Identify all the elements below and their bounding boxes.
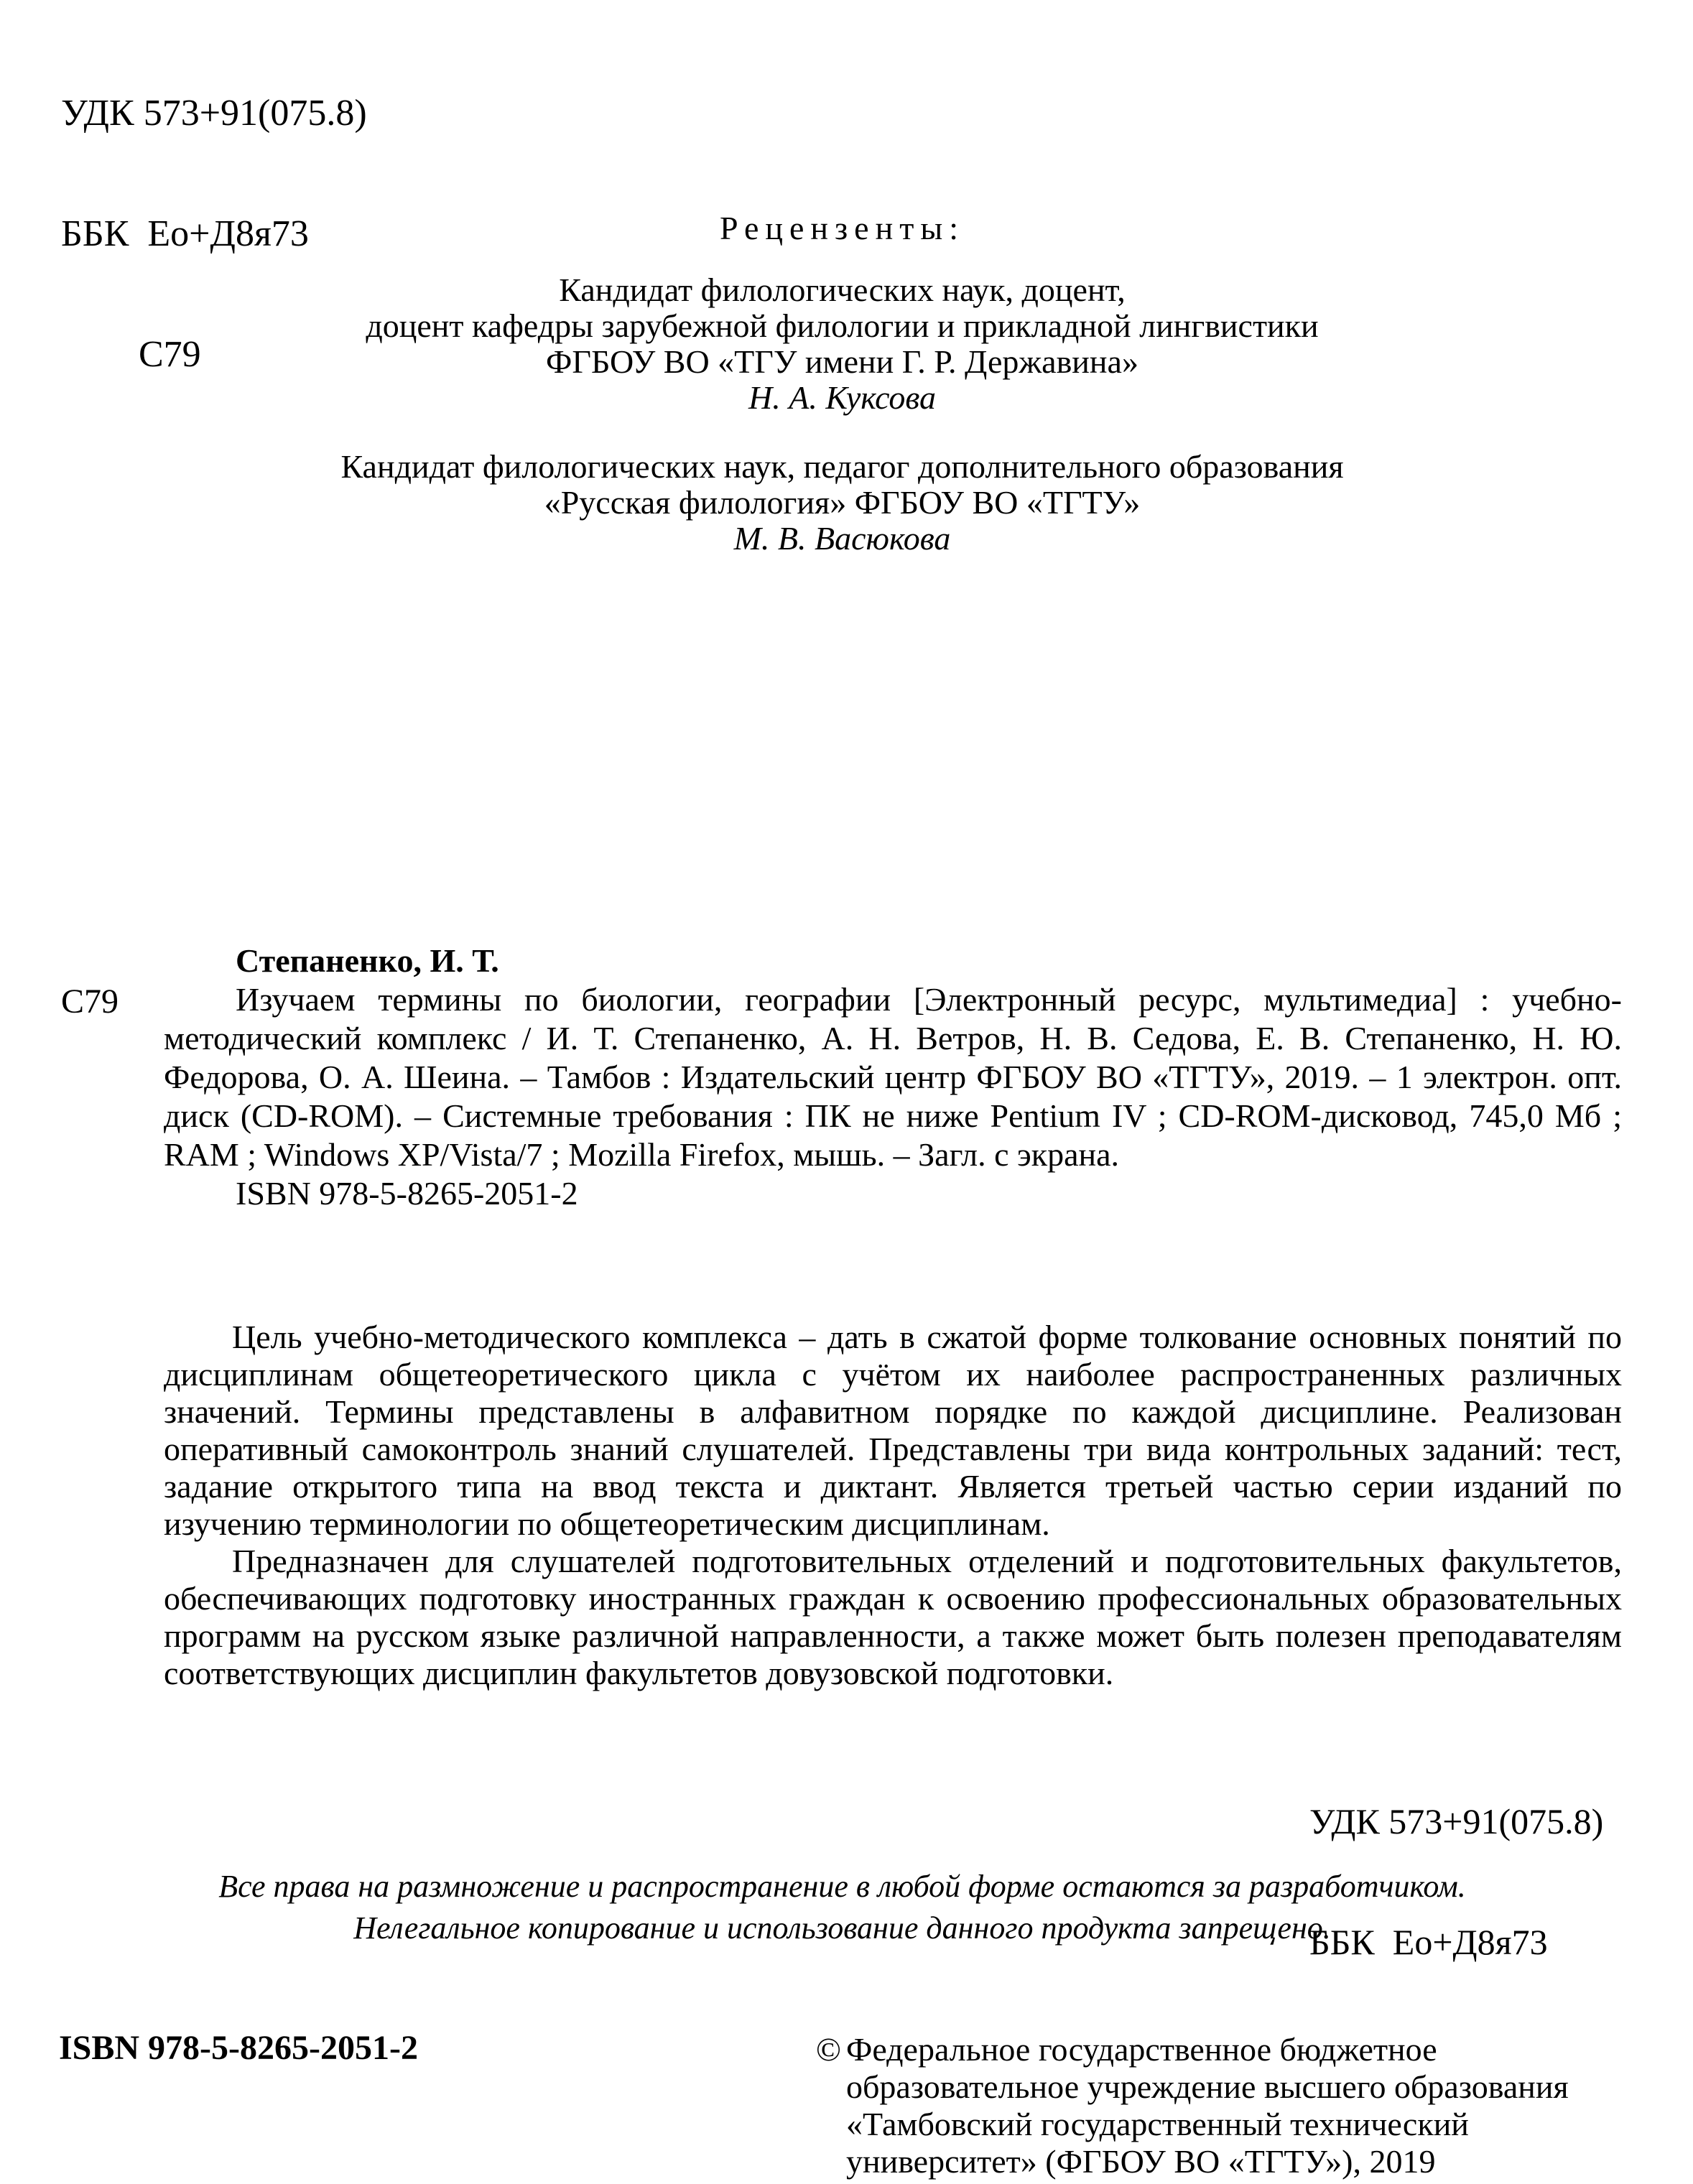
- copyright-line-2: образовательное учреждение высшего образования: [846, 2068, 1569, 2105]
- annotation-section: [164, 1319, 1622, 1692]
- udk-code-bottom: УДК 573+91(075.8): [1309, 1801, 1604, 1841]
- reviewer-first-position: доцент кафедры зарубежной филологии и прикладной лингвистики: [366, 307, 1319, 344]
- annotation-paragraph-goal: Цель учебно-методического комплекса – дать в сжатой форме толкование основных понятий по дисциплинам общетеоретического цикла с учётом их наиболее распространенных различных значений. Термины представлены в алфавитном порядке по каждой дисциплине. Реализован оперативный самоконтроль знаний слушателей. Представлены три вида контрольных заданий: тест, задание открытого типа на ввод текста и диктант. Является третьей частью серии изданий по изучению терминологии по общетеоретическим дисциплинам.: [164, 1319, 1622, 1542]
- reviewer-second-degree: Кандидат филологических наук, педагог дополнительного образования: [340, 448, 1344, 485]
- author-mark-top: С79: [139, 334, 201, 375]
- footer-isbn: ISBN 978-5-8265-2051-2: [59, 2029, 418, 2067]
- reviewer-second-name: М. В. Васюкова: [733, 520, 951, 557]
- reviewer-first-degree: Кандидат филологических наук, доцент,: [559, 271, 1126, 308]
- copyright-line-3: «Тамбовский государственный технический: [846, 2106, 1469, 2142]
- rights-notice-line1: Все права на размножение и распространение в любой форме остаются за разработчиком.: [218, 1869, 1466, 1904]
- author-mark-entry: С79: [61, 982, 119, 1021]
- copyright-symbol: ©: [816, 2031, 841, 2068]
- annotation-paragraph-audience: Предназначен для слушателей подготовительных отделений и подготовительных факультетов, обеспечивающих подготовку иностранных граждан к освоению профессиональных образовательных программ на русском языке различной направленности, а также может быть полезен преподавателям соответствующих дисциплин факультетов довузовской подготовки.: [164, 1543, 1622, 1691]
- rights-notice: [61, 1866, 1623, 1949]
- copyright-holder-line1: Федеральное государственное бюджетное: [846, 2031, 1437, 2068]
- copyright-line-1: [816, 2031, 1636, 2068]
- reviewer-second-affiliation: «Русская филология» ФГБОУ ВО «ТГТУ»: [544, 484, 1141, 521]
- rights-notice-line2: Нелегальное копирование и использование данного продукта запрещено.: [353, 1910, 1331, 1946]
- udk-code-top: УДК 573+91(075.8): [61, 93, 367, 134]
- reviewer-first-name: Н. А. Куксова: [748, 379, 936, 416]
- reviewer-first: [61, 272, 1623, 416]
- reviewers-heading: Рецензенты:: [719, 210, 965, 246]
- reviewer-second: [61, 449, 1623, 557]
- copyright-line-4: университет» (ФГБОУ ВО «ТГТУ»), 2019: [846, 2143, 1436, 2180]
- copyright-block: [816, 2031, 1636, 2180]
- bbk-code-bottom: ББК Ео+Д8я73: [1309, 1922, 1548, 1962]
- catalog-entry-author: Степаненко, И. Т.: [236, 942, 499, 979]
- catalog-entry: [164, 942, 1622, 1213]
- catalog-entry-description: Изучаем термины по биологии, географии [Электронный ресурс, мультимедиа] : учебно-методический комплекс / И. Т. Степаненко, А. Н. Ветров, Н. В. Седова, Е. В. Степаненко, Н. Ю. Федорова, О. А. Шеина. – Тамбов : Издательский центр ФГБОУ ВО «ТГТУ», 2019. – 1 электрон. опт. диск (CD-ROM). – Системные требования : ПК не ниже Pentium IV ; CD-ROM-дисковод, 745,0 Мб ; RAM ; Windows XP/Vista/7 ; Mozilla Firefox, мышь. – Загл. с экрана.: [164, 981, 1622, 1173]
- catalog-entry-isbn: ISBN 978-5-8265-2051-2: [236, 1175, 578, 1212]
- reviewers-section: [61, 210, 1623, 557]
- reviewer-first-affiliation: ФГБОУ ВО «ТГУ имени Г. Р. Державина»: [546, 343, 1138, 380]
- bbk-code-top: ББК Ео+Д8я73: [61, 213, 309, 254]
